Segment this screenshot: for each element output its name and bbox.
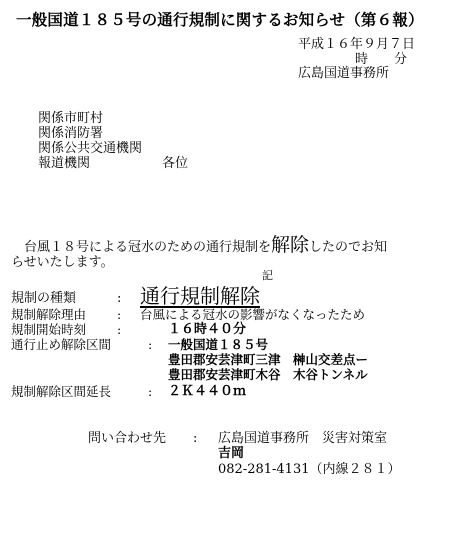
length-label: 規制解除区間延長 — [11, 384, 112, 399]
body-text-emphasis: 解除 — [271, 234, 310, 256]
length-colon: : — [148, 384, 153, 399]
issuer-name: 広島国道事務所 — [298, 66, 390, 81]
body-text-part3: したのでお知 — [309, 240, 388, 255]
kind-colon: : — [117, 291, 122, 306]
recipient-public-transport: 関係公共交通機関 — [38, 141, 143, 156]
ki-marker: 記 — [262, 269, 273, 282]
contact-office: 広島国道事務所 災害対策室 — [218, 431, 388, 446]
length-value: ２Ｋ４４０ｍ — [168, 384, 247, 399]
section-road: 一般国道１８５号 — [168, 337, 269, 352]
section-end: 豊田郡安芸津町木谷 木谷トンネル — [168, 367, 368, 382]
section-label: 通行止め解除区間 — [11, 337, 112, 352]
recipient-municipalities: 関係市町村 — [38, 111, 104, 126]
reason-colon: : — [117, 307, 122, 322]
reason-label: 規制解除理由 — [11, 307, 87, 322]
contact-colon: : — [193, 431, 198, 446]
issue-date: 平成１６年９月７日 — [298, 37, 416, 52]
page-title: 一般国道１８５号の通行規制に関するお知らせ（第６報） — [16, 10, 424, 29]
start-time-value: １６時４０分 — [168, 322, 247, 337]
recipient-fire-stations: 関係消防署 — [38, 126, 104, 141]
section-colon: : — [148, 337, 153, 352]
recipient-press: 報道機関 — [38, 156, 91, 171]
issue-time: 時 分 — [355, 52, 408, 67]
section-start: 豊田郡安芸津町三津 榊山交差点ー — [168, 352, 369, 367]
body-text-part1: 台風１８号による冠水のための通行規制を — [24, 240, 272, 255]
contact-person: 吉岡 — [218, 446, 245, 461]
reason-value: 台風による冠水の影響がなくなったため — [140, 307, 366, 322]
start-time-label: 規制開始時刻 — [11, 322, 87, 337]
contact-phone: 082-281-4131（内線２８１） — [218, 462, 401, 477]
kind-value: 通行規制解除 — [140, 284, 260, 308]
start-time-colon: : — [117, 322, 122, 337]
contact-label: 問い合わせ先 — [88, 431, 167, 446]
recipients-suffix: 各位 — [162, 156, 189, 171]
body-paragraph — [24, 236, 387, 255]
body-paragraph-line2: らせいたします。 — [11, 255, 114, 270]
kind-label: 規制の種類 — [11, 291, 77, 306]
